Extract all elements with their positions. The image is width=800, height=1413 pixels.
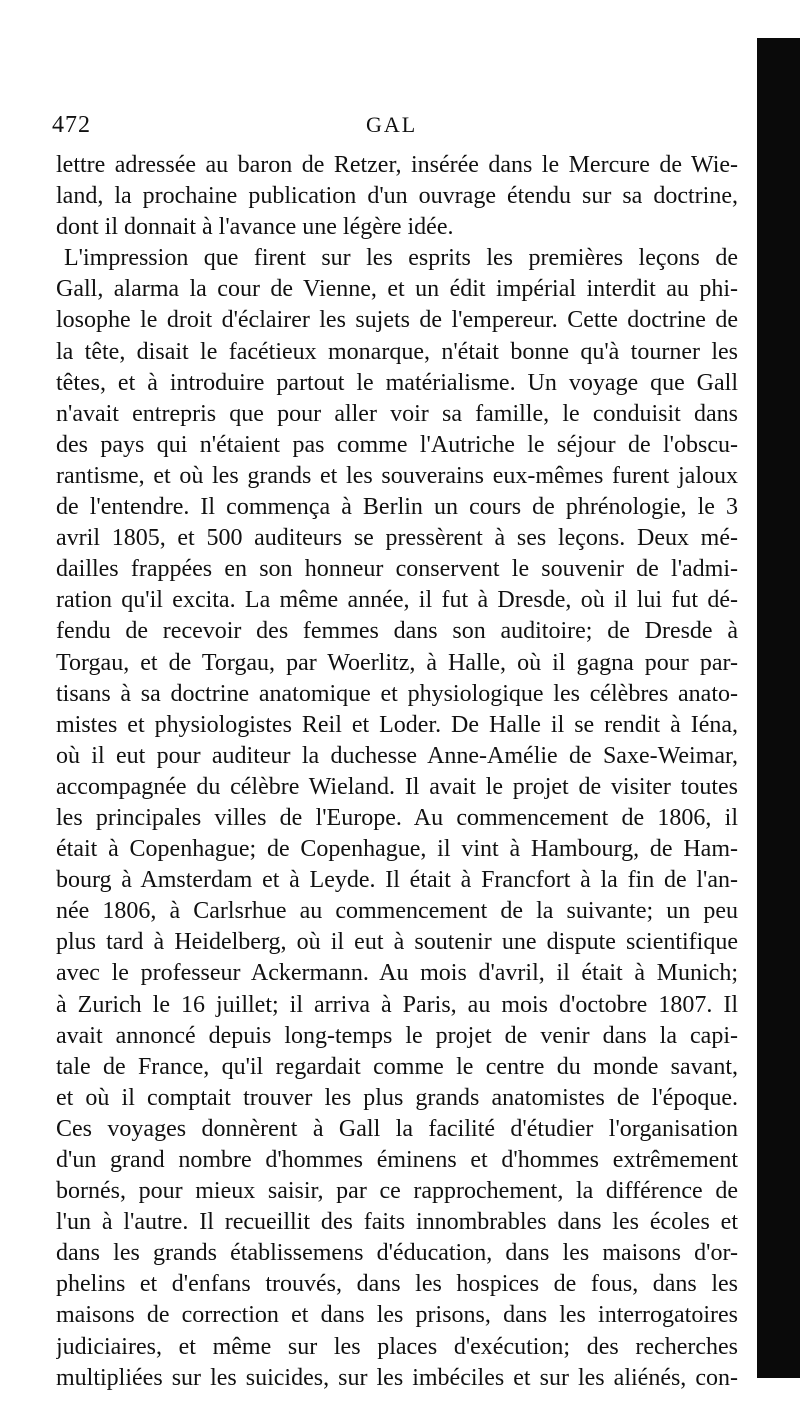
- text-line: à Zurich le 16 juillet; il arriva à Paris, au mois d'octobre 1807. Il: [56, 991, 738, 1018]
- text-line: les principales villes de l'Europe. Au commencement de 1806, il: [56, 804, 738, 831]
- text-line: de l'entendre. Il commença à Berlin un cours de phrénologie, le 3: [56, 494, 738, 521]
- text-line: avait annoncé depuis long-temps le projet de venir dans la capi-: [56, 1022, 738, 1049]
- page-number: 472: [52, 112, 91, 138]
- text-line: et où il comptait trouver les plus grands anatomistes de l'époque.: [56, 1084, 738, 1111]
- text-line: Gall, alarma la cour de Vienne, et un édit impérial interdit au phi-: [56, 276, 738, 303]
- text-line: l'un à l'autre. Il recueillit des faits innombrables dans les écoles et: [56, 1209, 738, 1236]
- text-line: judiciaires, et même sur les places d'exécution; des recherches: [56, 1333, 738, 1360]
- text-line: Ces voyages donnèrent à Gall la facilité d'étudier l'organisation: [56, 1115, 738, 1142]
- page-header: [46, 108, 746, 144]
- text-line: tale de France, qu'il regardait comme le centre du monde savant,: [56, 1053, 738, 1080]
- text-line: avec le professeur Ackermann. Au mois d'avril, il était à Munich;: [56, 960, 738, 987]
- text-line: L'impression que firent sur les esprits les premières leçons de: [64, 245, 738, 272]
- text-line: tisans à sa doctrine anatomique et physiologique les célèbres anato-: [56, 680, 738, 707]
- text-line: land, la prochaine publication d'un ouvrage étendu sur sa doctrine,: [56, 183, 738, 210]
- text-line: mistes et physiologistes Reil et Loder. De Halle il se rendit à Iéna,: [56, 711, 738, 738]
- running-head: GAL: [366, 112, 418, 137]
- text-line: lettre adressée au baron de Retzer, insérée dans le Mercure de Wie-: [56, 152, 738, 178]
- text-line: où il eut pour auditeur la duchesse Anne-Amélie de Saxe-Weimar,: [56, 742, 738, 769]
- text-line: la tête, disait le facétieux monarque, n'était bonne qu'à tourner les: [56, 338, 738, 365]
- text-line: phelins et d'enfans trouvés, dans les hospices de fous, dans les: [56, 1271, 738, 1298]
- text-line: fendu de recevoir des femmes dans son auditoire; de Dresde à: [56, 618, 738, 645]
- text-line: Torgau, et de Torgau, par Woerlitz, à Halle, où il gagna pour par-: [56, 649, 738, 676]
- scan-edge-bar: [757, 38, 800, 1378]
- text-line: maisons de correction et dans les prisons, dans les interrogatoires: [56, 1302, 738, 1329]
- text-line: d'un grand nombre d'hommes éminens et d'hommes extrêmement: [56, 1147, 738, 1173]
- text-line: dans les grands établissemens d'éducation, dans les maisons d'or-: [56, 1240, 738, 1267]
- text-line: bourg à Amsterdam et à Leyde. Il était à Francfort à la fin de l'an-: [56, 867, 738, 894]
- text-line: née 1806, à Carlsrhue au commencement de la suivante; un peu: [56, 898, 738, 925]
- text-line: plus tard à Heidelberg, où il eut à soutenir une dispute scientifique: [56, 929, 738, 956]
- text-line: dailles frappées en son honneur conservent le souvenir de l'admi-: [56, 556, 738, 583]
- text-line: rantisme, et où les grands et les souverains eux-mêmes furent jaloux: [56, 462, 738, 489]
- text-line: dont il donnait à l'avance une légère idée.: [56, 214, 454, 241]
- text-line: bornés, pour mieux saisir, par ce rapprochement, la différence de: [56, 1178, 738, 1205]
- text-line: losophe le droit d'éclairer les sujets de l'empereur. Cette doctrine de: [56, 307, 738, 334]
- text-line: était à Copenhague; de Copenhague, il vint à Hambourg, de Ham-: [56, 836, 738, 863]
- body-text: [56, 150, 738, 1394]
- text-line: têtes, et à introduire partout le matérialisme. Un voyage que Gall: [56, 369, 738, 396]
- text-line: accompagnée du célèbre Wieland. Il avait le projet de visiter toutes: [56, 773, 738, 800]
- text-line: ration qu'il excita. La même année, il fut à Dresde, où il lui fut dé-: [56, 587, 738, 614]
- text-line: des pays qui n'étaient pas comme l'Autriche le séjour de l'obscu-: [56, 431, 738, 458]
- text-line: n'avait entrepris que pour aller voir sa famille, le conduisit dans: [56, 400, 738, 427]
- text-line: multipliées sur les suicides, sur les imbéciles et sur les aliénés, con-: [56, 1364, 738, 1391]
- text-line: avril 1805, et 500 auditeurs se pressèrent à ses leçons. Deux mé-: [56, 525, 738, 552]
